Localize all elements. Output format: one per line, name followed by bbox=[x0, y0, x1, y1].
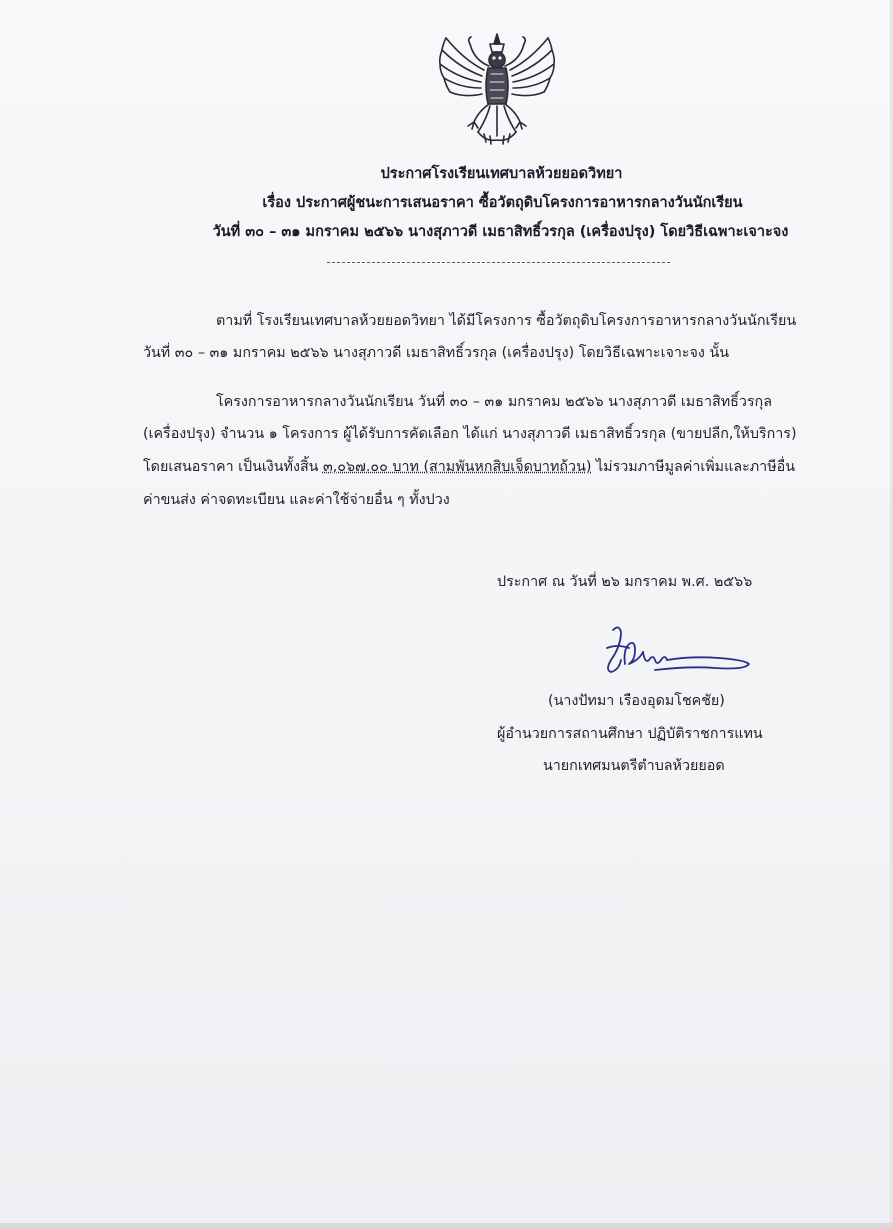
price-amount: ๓,๐๖๗.๐๐ บาท (สามพันหกสิบเจ็ดบาทถ้วน) bbox=[322, 459, 592, 475]
garuda-emblem-icon bbox=[434, 30, 560, 148]
paragraph-1-line-1: ตามที่ โรงเรียนเทศบาลห้วยยอดวิทยา ได้มีโครงการ ซื้อวัตถุดิบโครงการอาหารกลางวันนักเรียน bbox=[216, 313, 797, 329]
signatory-title: ผู้อำนวยการสถานศึกษา ปฏิบัติราชการแทน bbox=[497, 726, 763, 742]
page-edge-bottom bbox=[0, 1223, 893, 1229]
header-divider bbox=[327, 262, 670, 263]
document-header bbox=[0, 160, 893, 247]
paragraph-2-line-3 bbox=[143, 456, 795, 478]
paragraph-2-line-4: ค่าขนส่ง ค่าจดทะเบียน และค่าใช้จ่ายอื่น ๆ ทั้งปวง bbox=[143, 492, 450, 508]
paragraph-1-line-2: วันที่ ๓๐ – ๓๑ มกราคม ๒๕๖๖ นางสุภาวดี เมธาสิทธิ์วรกุล (เครื่องปรุง) โดยวิธีเฉพาะเจาะจง นั้น bbox=[143, 345, 729, 361]
paragraph-2-line-2: (เครื่องปรุง) จำนวน ๑ โครงการ ผู้ได้รับการคัดเลือก ได้แก่ นางสุภาวดี เมธาสิทธิ์วรกุล (ขายปลีก,ให้บริการ) bbox=[143, 426, 797, 442]
price-suffix: ไม่รวมภาษีมูลค่าเพิ่มและภาษีอื่น bbox=[591, 459, 795, 475]
handwritten-signature bbox=[595, 620, 755, 690]
announce-date: ประกาศ ณ วันที่ ๒๖ มกราคม พ.ศ. ๒๕๖๖ bbox=[497, 574, 753, 590]
header-date-line: วันที่ ๓๐ – ๓๑ มกราคม ๒๕๖๖ นางสุภาวดี เมธาสิทธิ์วรกุล (เครื่องปรุง) โดยวิธีเฉพาะเจาะจง bbox=[212, 224, 789, 240]
header-title: ประกาศโรงเรียนเทศบาลห้วยยอดวิทยา bbox=[380, 166, 623, 182]
signatory-name: (นางปัทมา เรืองอุดมโชคชัย) bbox=[548, 693, 725, 709]
header-subject: เรื่อง ประกาศผู้ชนะการเสนอราคา ซื้อวัตถุดิบโครงการอาหารกลางวันนักเรียน bbox=[262, 195, 743, 211]
price-prefix: โดยเสนอราคา เป็นเงินทั้งสิ้น bbox=[143, 459, 323, 475]
signatory-title-2: นายกเทศมนตรีตำบลห้วยยอด bbox=[543, 758, 725, 774]
paragraph-2-line-1: โครงการอาหารกลางวันนักเรียน วันที่ ๓๐ – ๓๑ มกราคม ๒๕๖๖ นางสุภาวดี เมธาสิทธิ์วรกุล bbox=[216, 394, 772, 410]
